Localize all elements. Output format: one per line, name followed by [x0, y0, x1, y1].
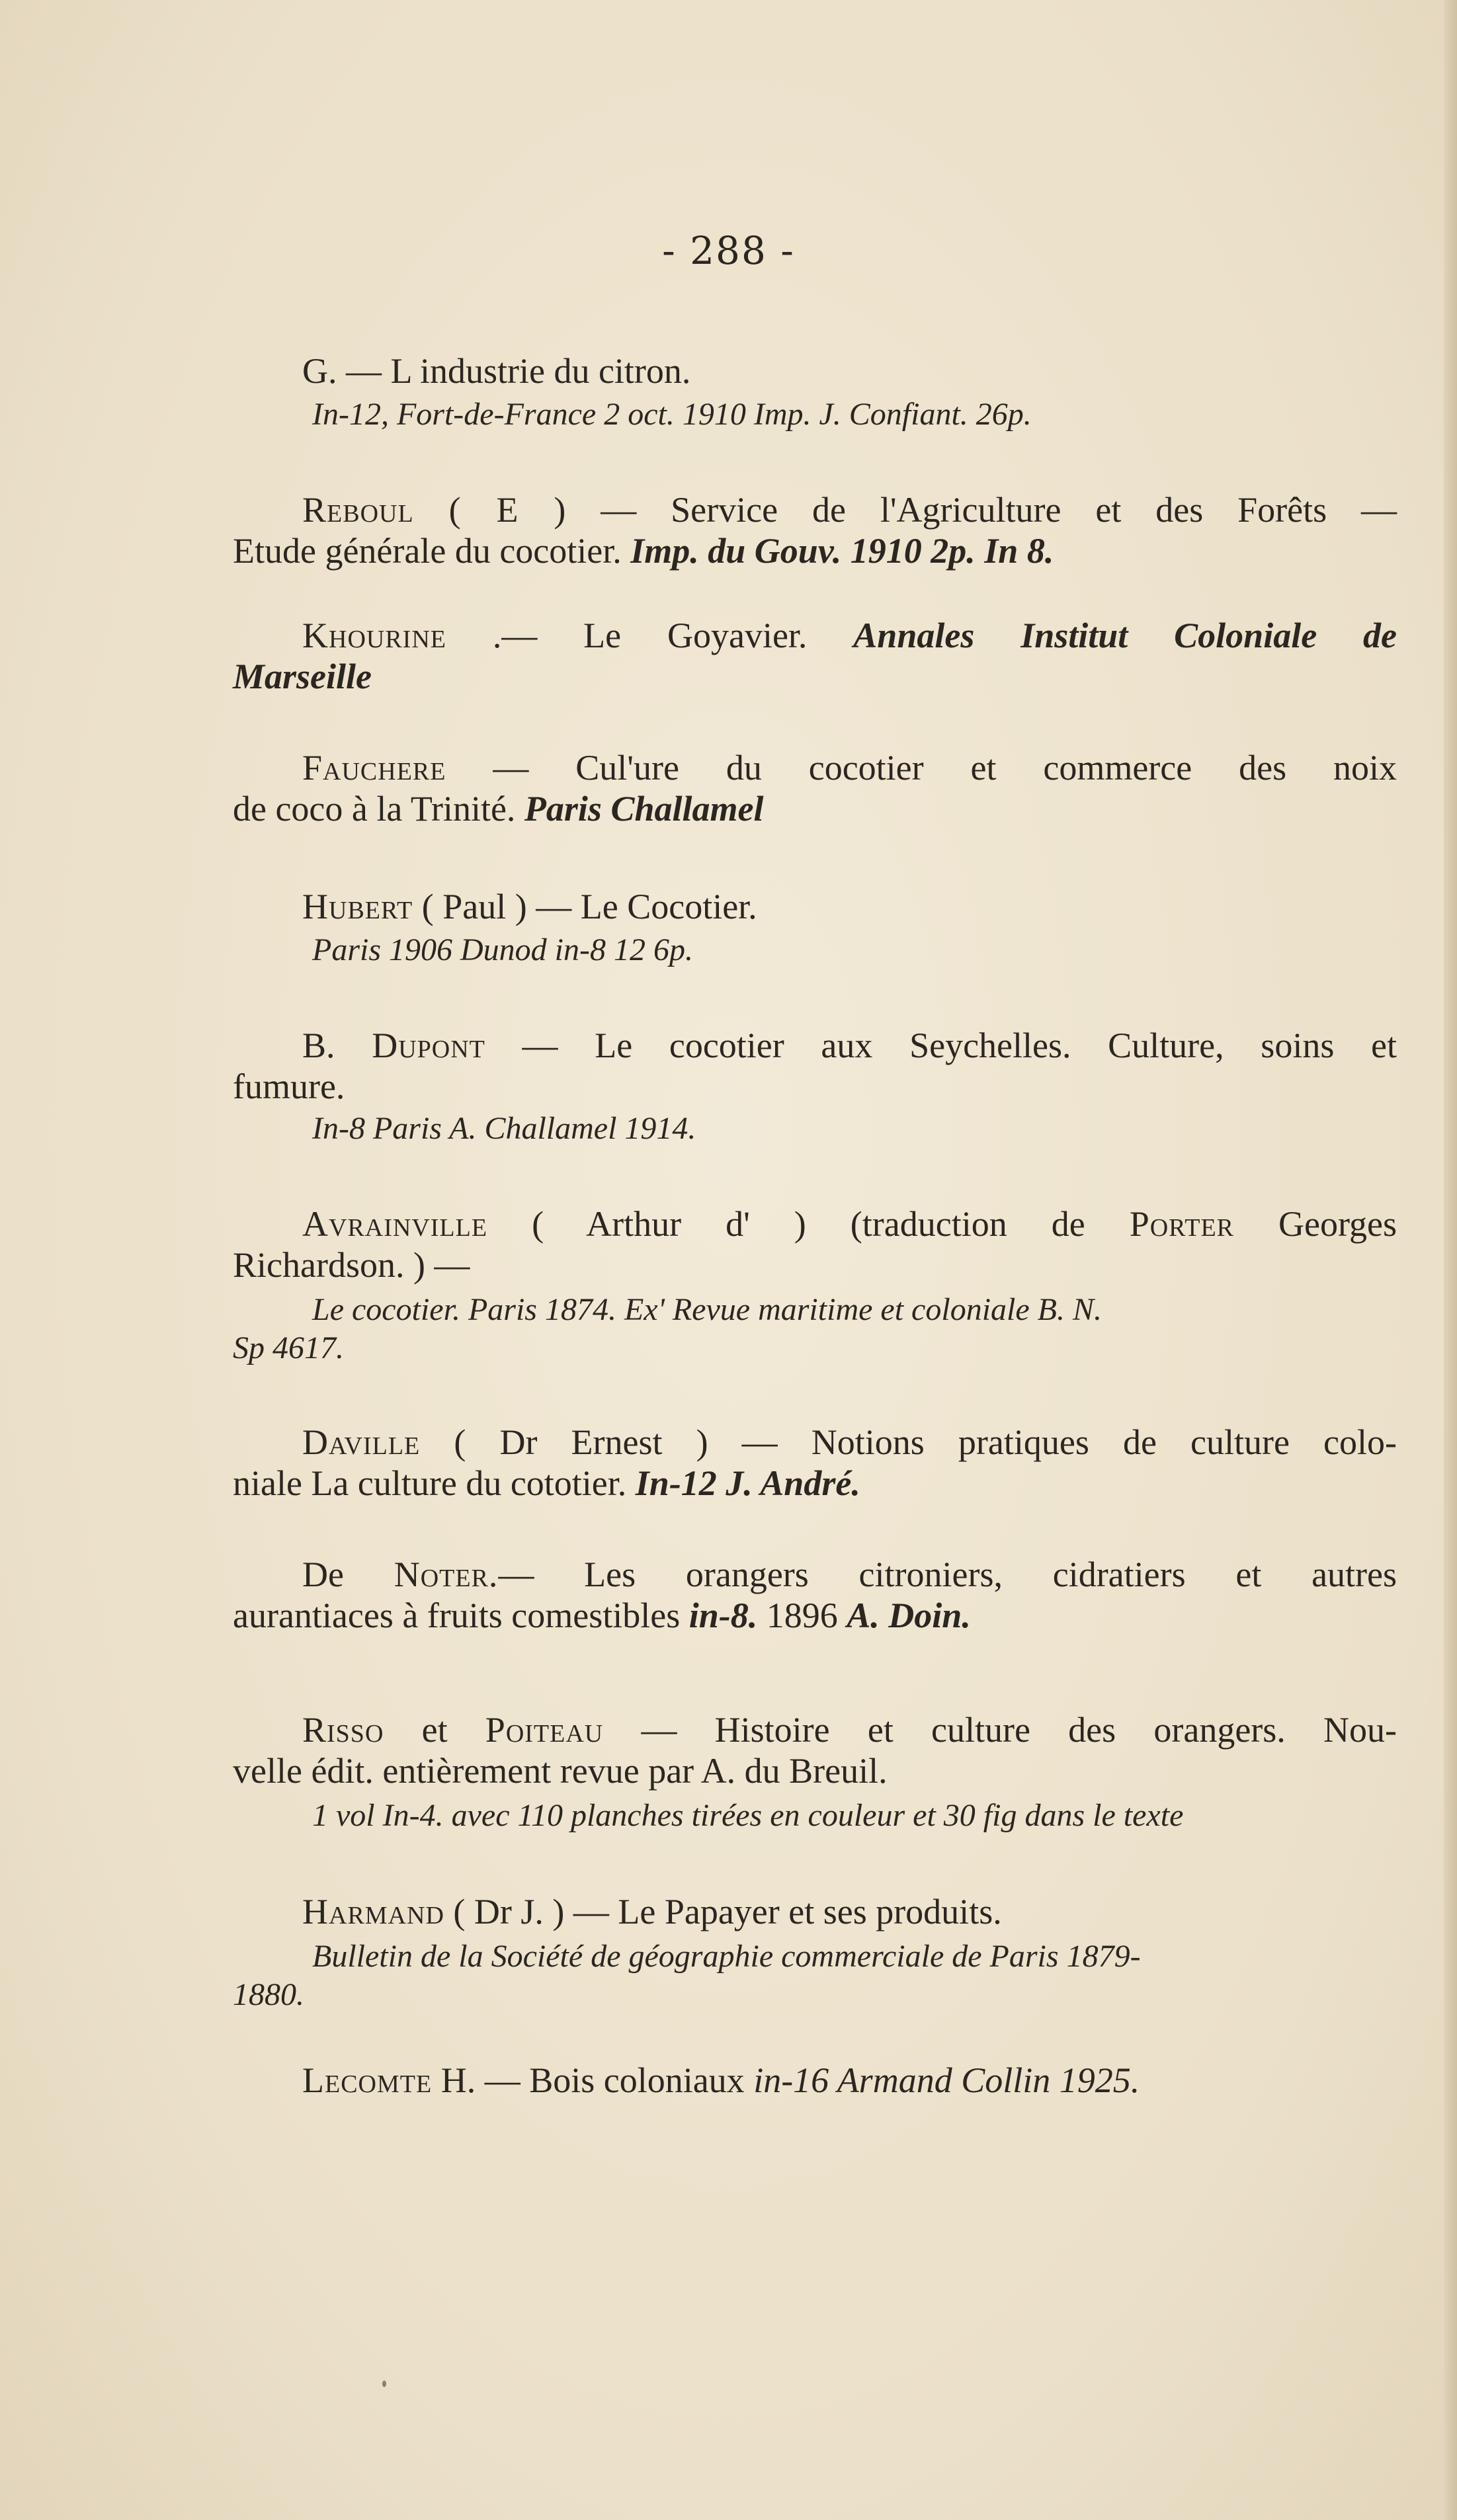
entry-title-cont: Richardson. ) —	[233, 1245, 470, 1285]
entry-title: — Service de l'Agriculture et des Forêts —	[566, 490, 1397, 530]
bibliography-entry	[233, 1422, 1397, 1504]
entry-author: Hubert	[302, 887, 413, 926]
entry-author-prefix: De	[302, 1555, 394, 1594]
entry-author: Reboul ( E )	[302, 490, 567, 530]
entry-format: in-8.	[688, 1596, 758, 1635]
entry-title-cont: aurantiaces à fruits comestibles	[233, 1596, 689, 1635]
entry-publication: In-12, Fort-de-France 2 oct. 1910 Imp. J. Confiant. 26p.	[312, 397, 1032, 432]
entry-year: 1896	[757, 1596, 847, 1635]
entry-title: H. — Bois coloniaux	[432, 2060, 754, 2100]
entry-publication: Le cocotier. Paris 1874. Ex' Revue maritime et coloniale B. N.	[312, 1292, 1102, 1327]
entry-author: Dupont	[372, 1026, 485, 1065]
bibliography-entry	[233, 1891, 1397, 2014]
bibliography-entry	[233, 350, 1397, 434]
entry-title: — Le cocotier aux Seychelles. Culture, soins et	[485, 1026, 1397, 1065]
entry-author: Risso	[302, 1710, 384, 1750]
entry-title: ( Dr Ernest ) — Notions pratiques de culture colo-	[420, 1422, 1397, 1462]
entry-author: Lecomte	[302, 2060, 433, 2100]
bibliography-entry	[233, 615, 1397, 697]
ink-speck	[382, 2380, 386, 2387]
bibliography-entry	[233, 747, 1397, 829]
entry-author: Harmand	[302, 1892, 444, 1931]
entry-publication-cont: Sp 4617.	[233, 1330, 344, 1365]
entry-publication-cont: Marseille	[233, 657, 372, 696]
entry-title-cont: fumure.	[233, 1067, 345, 1106]
entry-title-cont: velle édit. entièrement revue par A. du Breuil.	[233, 1751, 888, 1791]
bibliography-entry	[233, 886, 1397, 969]
bibliography-entry	[233, 1554, 1397, 1636]
entry-title-cont: Etude générale du cocotier.	[233, 531, 631, 571]
entry-translator: Porter	[1129, 1204, 1235, 1244]
entry-publisher: A. Doin.	[847, 1596, 971, 1635]
entry-title: ( Paul ) — Le Cocotier.	[413, 887, 757, 926]
entry-author-join: et	[384, 1710, 485, 1750]
bibliography-entry	[233, 1709, 1397, 1835]
entry-publication: Paris 1906 Dunod in-8 12 6p.	[312, 932, 693, 967]
entry-author: Noter.	[394, 1555, 499, 1594]
entry-publication: In-8 Paris A. Challamel 1914.	[312, 1111, 696, 1146]
page-number: - 288 -	[662, 228, 795, 273]
entry-author-2: Poiteau	[485, 1710, 604, 1750]
entry-author: Fauchere	[302, 748, 446, 788]
page-edge	[1444, 0, 1457, 2520]
entry-title-cont: niale La culture du cototier.	[233, 1463, 636, 1503]
bibliography-entry	[233, 2060, 1397, 2101]
entry-title: ( Arthur d' ) (traduction de	[487, 1204, 1130, 1244]
entry-title-b: Georges	[1234, 1204, 1397, 1244]
entry-publication: In-12 J. André.	[635, 1463, 860, 1503]
entry-publication: 1 vol In-4. avec 110 planches tirées en couleur et 30 fig dans le texte	[312, 1798, 1184, 1833]
entry-publication: Bulletin de la Société de géographie commerciale de Paris 1879-	[312, 1939, 1141, 1974]
entry-author: G.	[302, 351, 337, 391]
entry-author: Daville	[302, 1422, 421, 1462]
entry-publication-cont: 1880.	[233, 1977, 304, 2012]
entry-title-cont: de coco à la Trinité.	[233, 789, 524, 829]
entry-author: Avrainville	[302, 1204, 488, 1244]
entry-title: — Histoire et culture des orangers. Nou-	[603, 1710, 1397, 1750]
entry-title: ( Dr J. ) — Le Papayer et ses produits.	[444, 1892, 1002, 1931]
entry-title: — Cul'ure du cocotier et commerce des noix	[446, 748, 1397, 788]
entry-publication: Paris Challamel	[524, 789, 764, 829]
entry-author-initial: B.	[302, 1026, 372, 1065]
bibliography-entry	[233, 489, 1397, 571]
entry-title: — Les orangers citroniers, cidratiers et autres	[498, 1555, 1397, 1594]
bibliography-entry	[233, 1025, 1397, 1148]
bibliography-entry	[233, 1203, 1397, 1367]
entry-title: .— Le Goyavier.	[446, 616, 854, 655]
entry-title: — L industrie du citron.	[337, 351, 691, 391]
entry-publication: Annales Institut Coloniale de	[853, 616, 1397, 655]
entry-publication: Imp. du Gouv. 1910 2p. In 8.	[630, 531, 1054, 571]
entry-publication: in-16 Armand Collin 1925.	[753, 2060, 1140, 2100]
entry-author: Khourine	[302, 616, 446, 655]
